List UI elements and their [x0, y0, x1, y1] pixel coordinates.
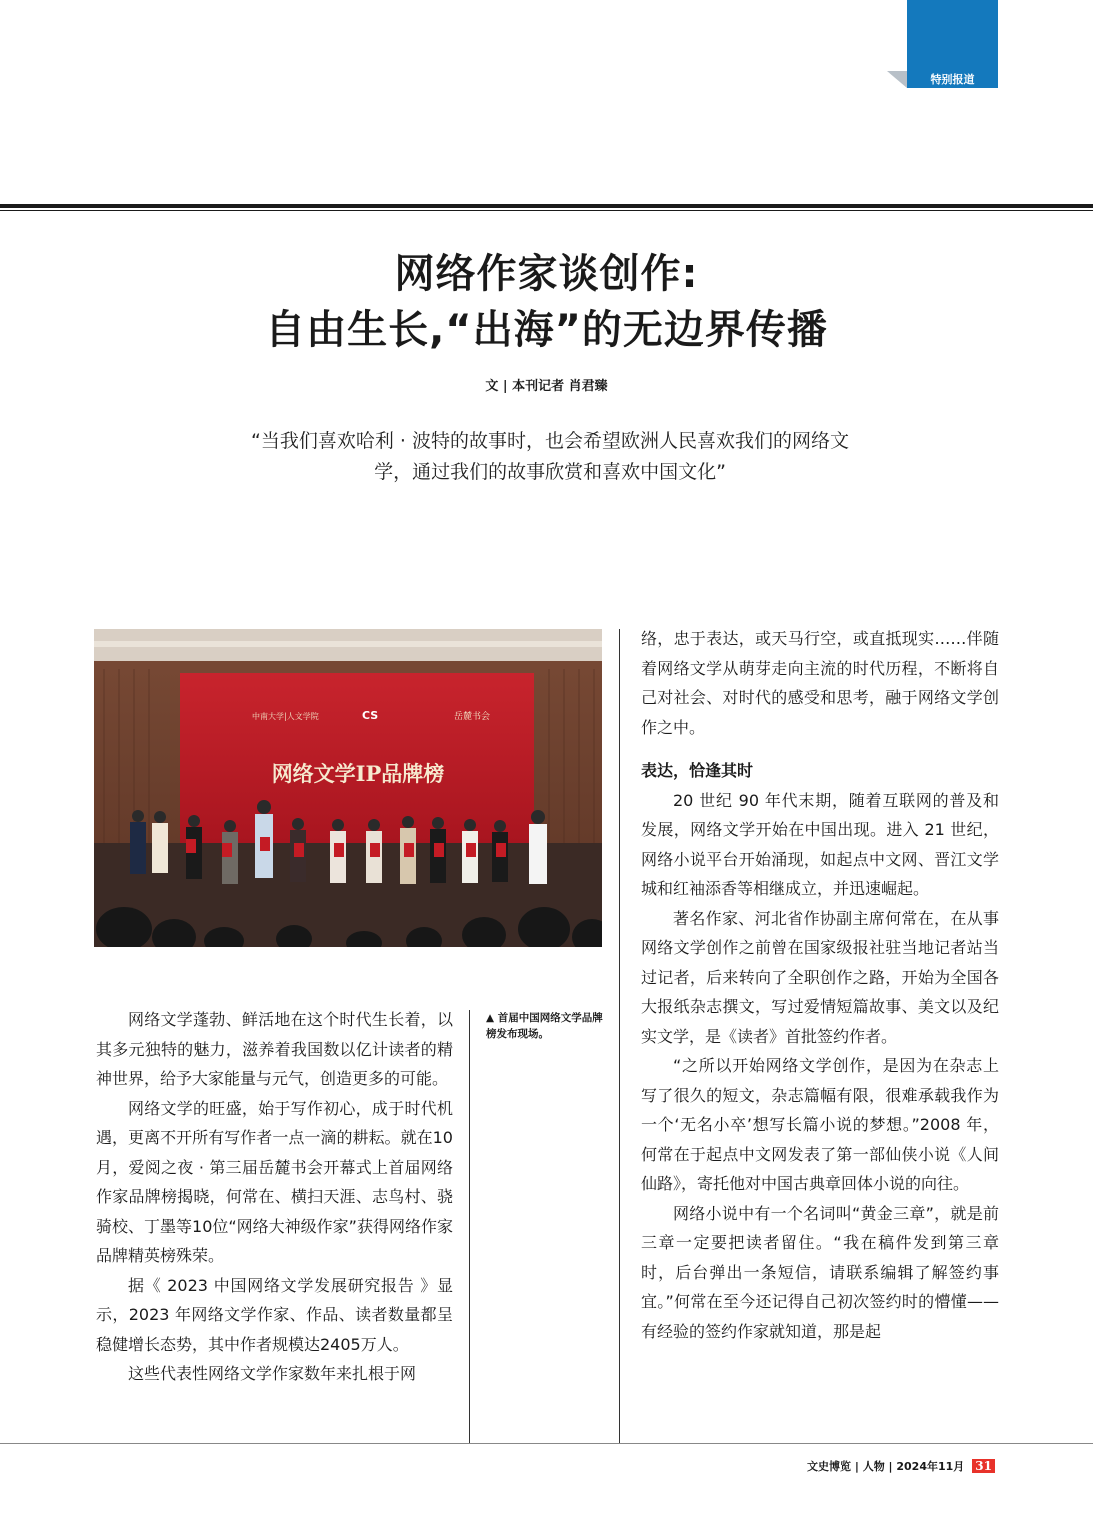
- pull-quote-line-2: 学，通过我们的故事欣赏和喜欢中国文化”: [374, 461, 726, 483]
- section-tab-label: 特别报道: [930, 73, 975, 86]
- pull-quote: [210, 426, 890, 488]
- body-paragraph: 20 世纪 90 年代末期，随着互联网的普及和发展，网络文学开始在中国出现。进入 21 世纪，网络小说平台开始涌现，如起点中文网、晋江文学城和红袖添香等相继成立，并迅速崛起。: [641, 790, 999, 898]
- body-paragraph: 著名作家、河北省作协副主席何常在，在从事网络文学创作之前曾在国家级报社驻当地记者站当过记者，后来转向了全职创作之路，开始为全国各大报纸杂志撰文，写过爱情短篇故事、美文以及纪实文学，是《读者》首批签约作者。: [641, 908, 999, 1046]
- body-paragraph: 这些代表性网络文学作家数年来扎根于网: [128, 1364, 417, 1383]
- bottom-rule: [0, 1443, 1093, 1444]
- article-title: [0, 246, 1093, 358]
- body-paragraph: 据《 2023 中国网络文学发展研究报告 》显示，2023 年网络文学作家、作品、读者数量都呈稳健增长态势，其中作者规模达2405万人。: [96, 1275, 453, 1354]
- column-divider-right: [619, 629, 620, 1443]
- top-rule: [0, 204, 1093, 208]
- section-subheading: 表达，恰逢其时: [641, 761, 754, 780]
- body-paragraph: 网络文学蓬勃、鲜活地在这个时代生长着，以其多元独特的魅力，滋养着我国数以亿计读者的精神世界，给予大家能量与元气，创造更多的可能。: [96, 1010, 453, 1088]
- screen-logo-right: 岳麓书会: [454, 712, 491, 722]
- screen-title: 网络文学IP品牌榜: [271, 761, 445, 786]
- footer-text: 文史博览 | 人物 | 2024年11月: [807, 1460, 965, 1473]
- event-photo: [94, 629, 602, 947]
- byline: 文 | 本刊记者 肖君臻: [485, 379, 608, 394]
- body-paragraph: 网络文学的旺盛，始于写作初心，成于时代机遇，更离不开所有写作者一点一滴的耕耘。就在10月，爱阅之夜 · 第三届岳麓书会开幕式上首届网络作家品牌榜揭晓，何常在、横扫天涯、志鸟村、骁骑校、丁墨等10位“网络大神级作家”获得网络作家品牌精英榜殊荣。: [96, 1098, 453, 1265]
- page-number: 31: [972, 1459, 995, 1473]
- page-footer: [780, 1458, 995, 1474]
- screen-logo-left: 中南大学|人文学院: [252, 712, 319, 721]
- event-photo-illustration: [94, 629, 602, 947]
- title-line-1: 网络作家谈创作:: [394, 251, 699, 297]
- tab-fold-decoration: [887, 71, 907, 88]
- screen-logo-mid: CS: [362, 709, 379, 722]
- title-line-2: 自由生长,“出海”的无边界传播: [265, 307, 828, 353]
- column-divider-left: [469, 1010, 470, 1443]
- top-rule-thin: [0, 210, 1093, 211]
- body-paragraph-continued: 络，忠于表达，或天马行空，或直抵现实……伴随着网络文学从萌芽走向主流的时代历程，不断将自己对社会、对时代的感受和思考，融于网络文学创作之中。: [641, 629, 999, 737]
- body-column-left: [96, 1005, 453, 1389]
- body-column-right: [641, 624, 999, 1346]
- body-paragraph: 网络小说中有一个名词叫“黄金三章”，就是前三章一定要把读者留住。“我在稿件发到第三章时，后台弹出一条短信，请联系编辑了解签约事宜。”何常在至今还记得自己初次签约时的懵懂——有经验的签约作家就知道，那是起: [641, 1203, 999, 1341]
- body-paragraph: “之所以开始网络文学创作，是因为在杂志上写了很久的短文，杂志篇幅有限，很难承载我作为一个‘无名小卒’想写长篇小说的梦想。”2008 年，何常在于起点中文网发表了第一部仙侠小说《人间仙路》，寄托他对中国古典章回体小说的向往。: [641, 1056, 999, 1193]
- pull-quote-line-1: “当我们喜欢哈利 · 波特的故事时，也会希望欧洲人民喜欢我们的网络文: [251, 430, 849, 452]
- photo-caption: ▲ 首届中国网络文学品牌榜发布现场。: [486, 1012, 603, 1040]
